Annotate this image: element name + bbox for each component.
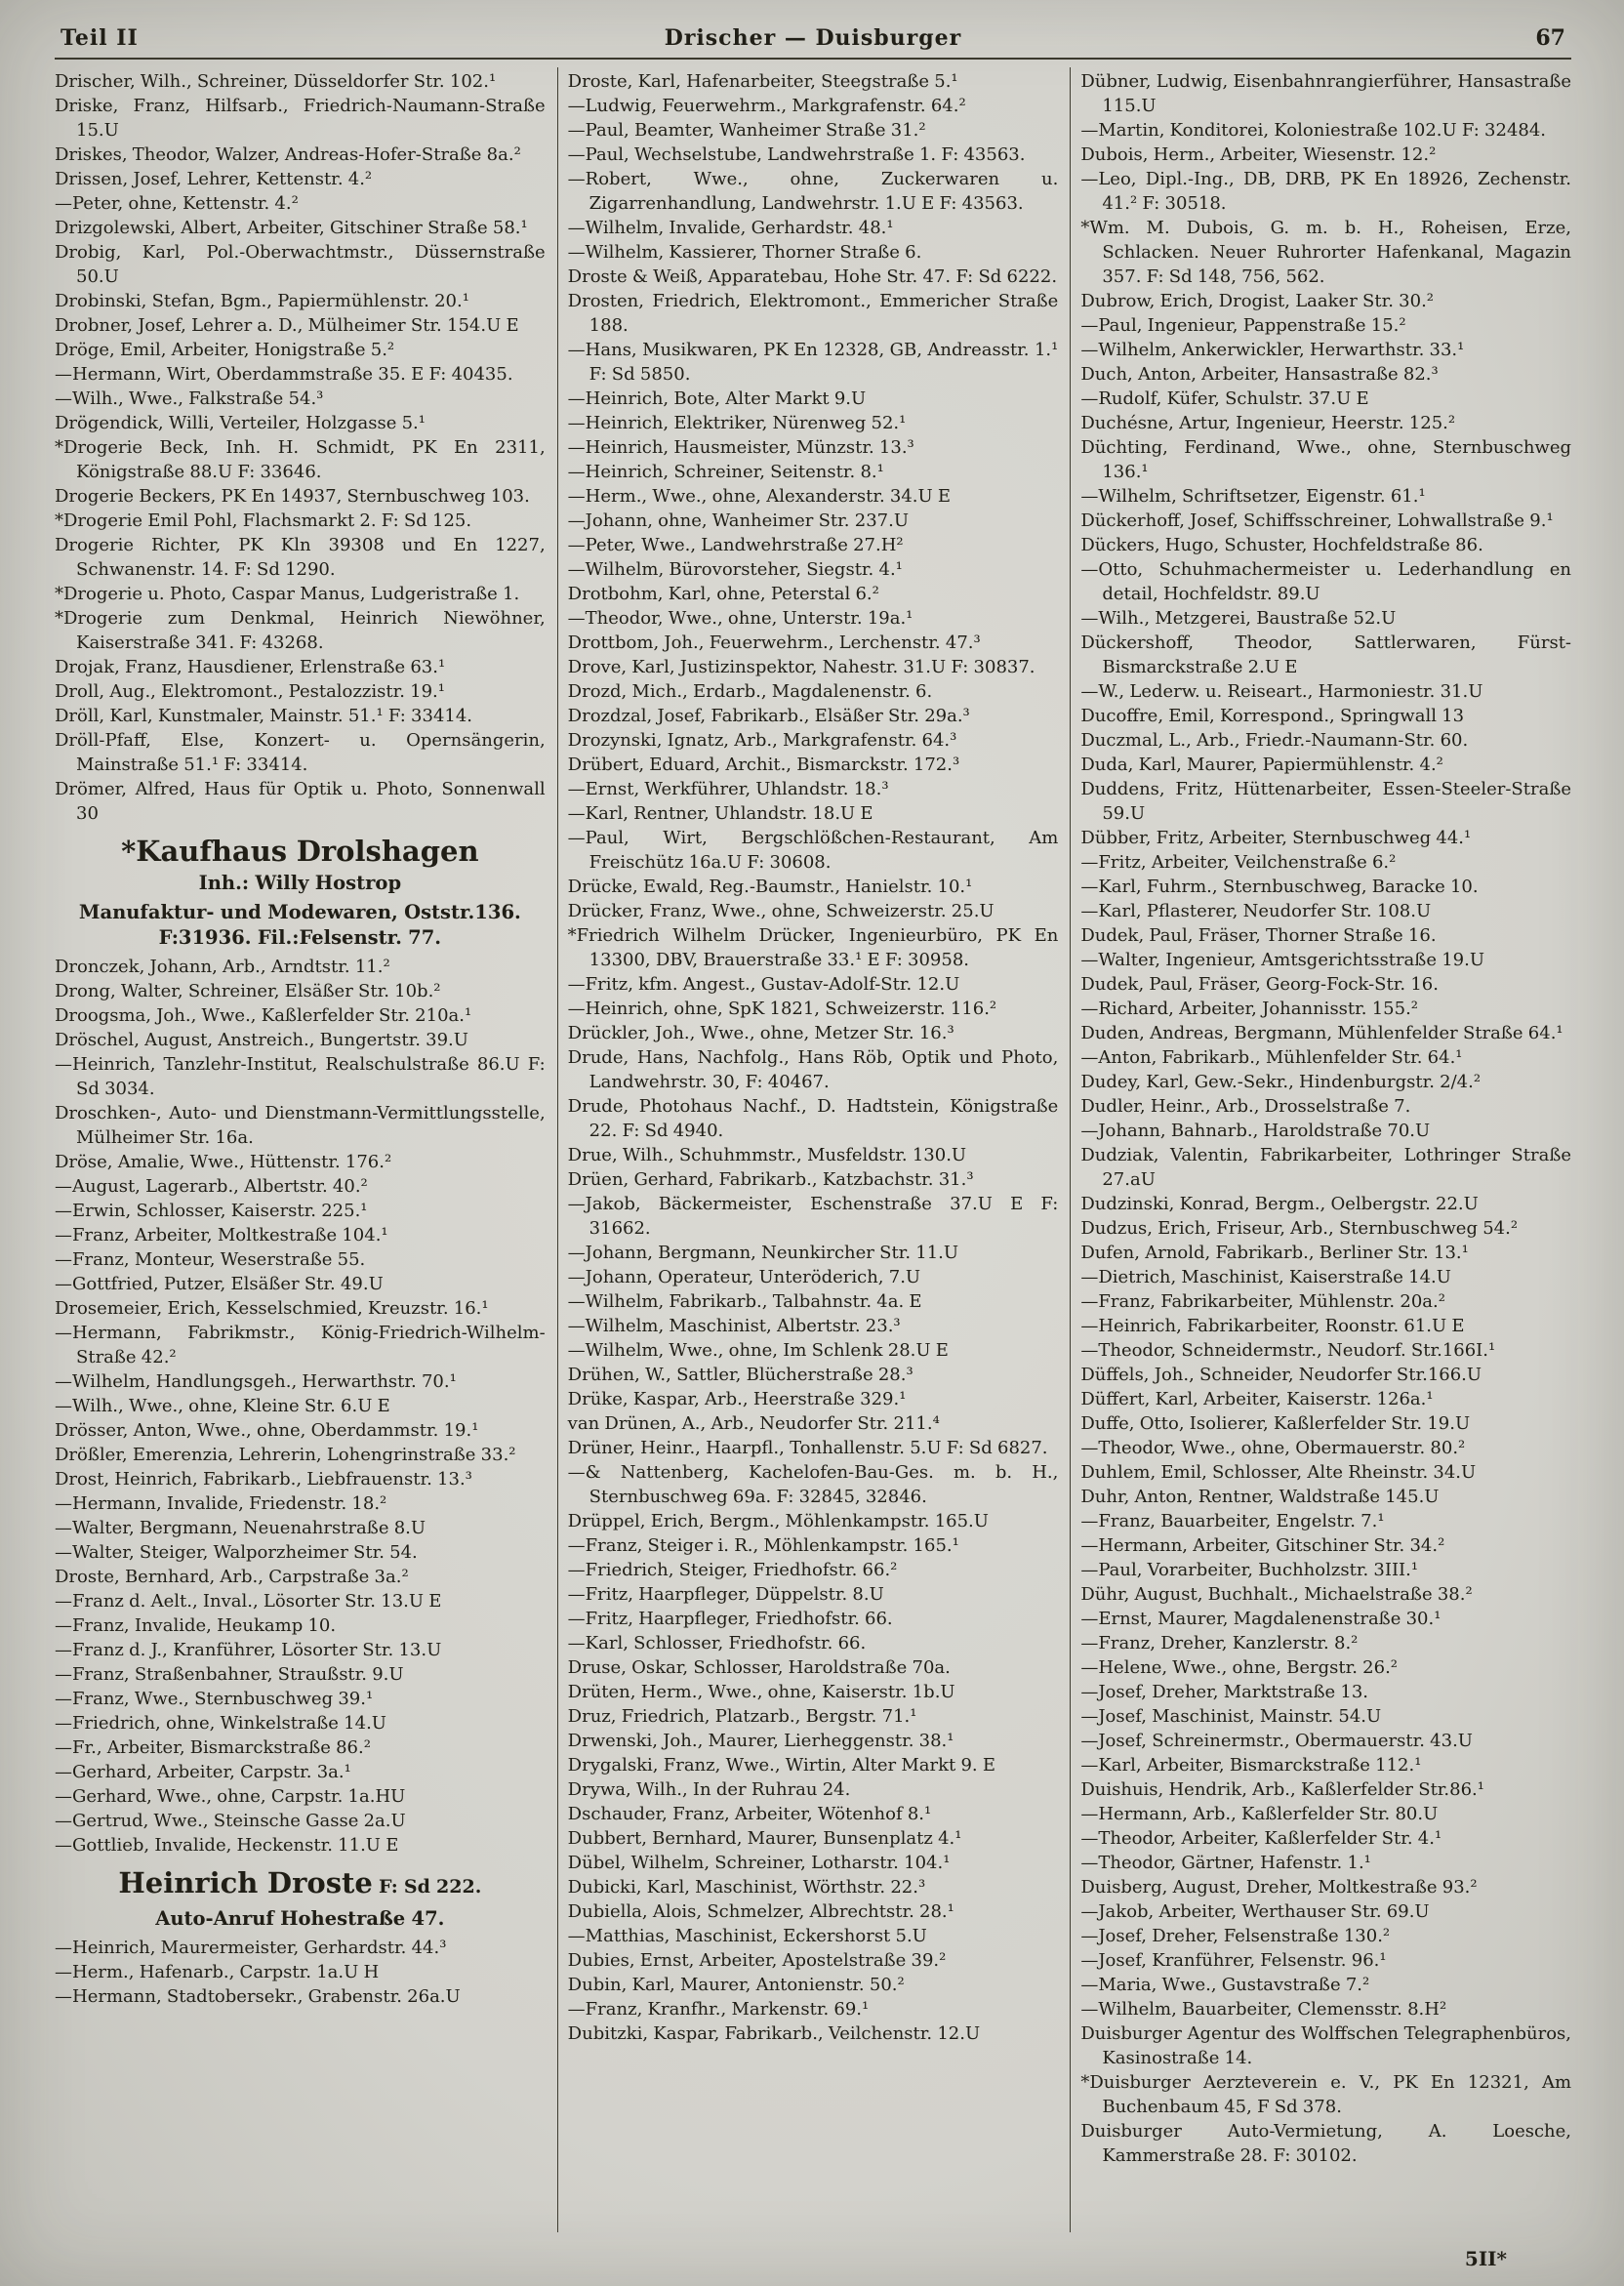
directory-entry: —Paul, Ingenieur, Pappenstraße 15.² (1080, 315, 1406, 336)
directory-entry: Düffert, Karl, Arbeiter, Kaiserstr. 126a.¹ (1080, 1389, 1434, 1409)
directory-entry: Dudler, Heinr., Arb., Drosselstraße 7. (1080, 1096, 1411, 1117)
directory-entry: —Leo, Dipl.-Ing., DB, DRB, PK En 18926, Zechenstr. 41.² F: 30518. (1080, 169, 1571, 214)
directory-entry: —Fritz, Haarpfleger, Düppelstr. 8.U (567, 1584, 884, 1605)
directory-entry: Dröll, Karl, Kunstmaler, Mainstr. 51.¹ F: 33414. (55, 706, 473, 726)
directory-entry: Drögendick, Willi, Verteiler, Holzgasse 5.¹ (55, 413, 426, 433)
directory-entry: Drottbom, Joh., Feuerwehrm., Lerchenstr. 47.³ (567, 633, 981, 653)
directory-entry: —Karl, Pflasterer, Neudorfer Str. 108.U (1080, 901, 1432, 921)
directory-entry: *Wm. M. Dubois, G. m. b. H., Roheisen, Erze, Schlacken. Neuer Ruhrorter Hafenkanal, Magazin 357. F: Sd 148, 756, 562. (1080, 218, 1571, 287)
directory-entry: Drobig, Karl, Pol.-Oberwachtmstr., Düssernstraße 50.U (55, 242, 546, 287)
directory-entry: —Walter, Ingenieur, Amtsgerichtsstraße 19.U (1080, 950, 1484, 970)
directory-entry: Dudzus, Erich, Friseur, Arb., Sternbuschweg 54.² (1080, 1218, 1519, 1239)
directory-entry: —Paul, Vorarbeiter, Buchholzstr. 3III.¹ (1080, 1560, 1419, 1580)
directory-entry: —Martin, Konditorei, Koloniestraße 102.U F: 32484. (1080, 120, 1547, 141)
directory-entry: —Karl, Schlosser, Friedhofstr. 66. (567, 1633, 867, 1653)
directory-entry: Dückers, Hugo, Schuster, Hochfeldstraße 86. (1080, 535, 1483, 555)
directory-entry: Dröge, Emil, Arbeiter, Honigstraße 5.² (55, 340, 395, 360)
directory-entry: —Ernst, Werkführer, Uhlandstr. 18.³ (567, 779, 889, 799)
directory-entry: —Anton, Fabrikarb., Mühlenfelder Str. 64.¹ (1080, 1047, 1463, 1068)
directory-entry: Drühen, W., Sattler, Blücherstraße 28.³ (567, 1365, 914, 1385)
directory-entry: —Johann, Operateur, Unteröderich, 7.U (567, 1267, 921, 1287)
directory-entry: Drywa, Wilh., In der Ruhrau 24. (567, 1779, 851, 1800)
directory-entry: Duchésne, Artur, Ingenieur, Heerstr. 125.² (1080, 413, 1456, 433)
directory-entry: —Maria, Wwe., Gustavstraße 7.² (1080, 1975, 1370, 1995)
directory-entry: —Josef, Dreher, Felsenstraße 130.² (1080, 1926, 1391, 1946)
directory-entry: —Franz, Invalide, Heukamp 10. (55, 1615, 337, 1636)
directory-entry: Dronczek, Johann, Arb., Arndtstr. 11.² (55, 957, 390, 977)
directory-entry: —Herm., Wwe., ohne, Alexanderstr. 34.U E (567, 486, 952, 507)
page-header (55, 21, 1571, 60)
directory-entry: —Gottfried, Putzer, Elsäßer Str. 49.U (55, 1274, 384, 1294)
advert-entry: Manufaktur- und Modewaren, Oststr.136. F:31936. Fil.:Felsenstr. 77. (78, 901, 521, 949)
directory-entry: Dubin, Karl, Maurer, Antonienstr. 50.² (567, 1975, 905, 1995)
directory-entry: —Franz d. Aelt., Inval., Lösorter Str. 13.U E (55, 1591, 442, 1612)
directory-entry: —Theodor, Wwe., ohne, Unterstr. 19a.¹ (567, 608, 914, 629)
directory-entry: —Josef, Schreinermstr., Obermauerstr. 43.U (1080, 1731, 1473, 1751)
directory-entry: van Drünen, A., Arb., Neudorfer Str. 211.⁴ (567, 1413, 940, 1434)
directory-entry: —Wilh., Wwe., Falkstraße 54.³ (55, 388, 324, 409)
directory-entry: —Josef, Maschinist, Mainstr. 54.U (1080, 1706, 1382, 1727)
directory-entry: Dudziak, Valentin, Fabrikarbeiter, Lothringer Straße 27.aU (1080, 1145, 1571, 1190)
column-3 (1070, 67, 1571, 2232)
directory-entry: Druz, Friedrich, Platzarb., Bergstr. 71.¹ (567, 1706, 917, 1727)
directory-entry: —Heinrich, Bote, Alter Markt 9.U (567, 388, 867, 409)
directory-entry: Drübert, Eduard, Archit., Bismarckstr. 172.³ (567, 755, 960, 775)
directory-entry: Drogerie Richter, PK Kln 39308 und En 1227, Schwanenstr. 14. F: Sd 1290. (55, 535, 546, 580)
directory-entry: Düffels, Joh., Schneider, Neudorfer Str.166.U (1080, 1365, 1482, 1385)
directory-entry: Dückerhoff, Josef, Schiffsschreiner, Lohwallstraße 9.¹ (1080, 510, 1554, 531)
directory-entry: —Herm., Hafenarb., Carpstr. 1a.U H (55, 1962, 380, 1982)
directory-entry: Drost, Heinrich, Fabrikarb., Liebfrauenstr. 13.³ (55, 1469, 472, 1490)
directory-entry: —Franz, Dreher, Kanzlerstr. 8.² (1080, 1633, 1359, 1653)
directory-entry: —Paul, Wechselstube, Landwehrstraße 1. F: 43563. (567, 144, 1026, 165)
directory-entry: Dübner, Ludwig, Eisenbahnrangierführer, Hansastraße 115.U (1080, 71, 1571, 116)
directory-entry: —Fr., Arbeiter, Bismarckstraße 86.² (55, 1737, 371, 1758)
directory-entry: —Helene, Wwe., ohne, Bergstr. 26.² (1080, 1657, 1399, 1678)
directory-entry: Dröschel, August, Anstreich., Bungertstr. 39.U (55, 1030, 468, 1050)
running-title: Drischer — Duisburger (664, 25, 962, 51)
advert-entry: *Kaufhaus Drolshagen (121, 835, 479, 868)
directory-entry: —Fritz, kfm. Angest., Gustav-Adolf-Str. 12.U (567, 974, 960, 995)
directory-entry: —Heinrich, ohne, SpK 1821, Schweizerstr. 116.² (567, 999, 997, 1019)
directory-entry: —Hans, Musikwaren, PK En 12328, GB, Andreasstr. 1.¹ F: Sd 5850. (567, 340, 1059, 385)
directory-entry: Duhlem, Emil, Schlosser, Alte Rheinstr. 34.U (1080, 1462, 1477, 1483)
directory-entry: Drogerie Beckers, PK En 14937, Sternbuschweg 103. (55, 486, 530, 507)
directory-entry: —Karl, Arbeiter, Bismarckstraße 112.¹ (1080, 1755, 1422, 1776)
directory-entry: Drosten, Friedrich, Elektromont., Emmericher Straße 188. (567, 291, 1059, 336)
directory-entry: —Hermann, Arbeiter, Gitschiner Str. 34.² (1080, 1535, 1445, 1556)
directory-entry: —Ernst, Maurer, Magdalenenstraße 30.¹ (1080, 1609, 1441, 1629)
directory-entry: Duczmal, L., Arb., Friedr.-Naumann-Str. 60. (1080, 730, 1469, 751)
directory-entry: Dudzinski, Konrad, Bergm., Oelbergstr. 22.U (1080, 1194, 1479, 1214)
directory-entry: —Heinrich, Tanzlehr-Institut, Realschulstraße 86.U F: Sd 3034. (55, 1054, 546, 1099)
directory-entry: Dubies, Ernst, Arbeiter, Apostelstraße 39.² (567, 1950, 947, 1971)
directory-entry: Dudey, Karl, Gew.-Sekr., Hindenburgstr. 2/4.² (1080, 1072, 1482, 1092)
directory-entry: —Gottlieb, Invalide, Heckenstr. 11.U E (55, 1835, 399, 1856)
directory-entry: —Wilh., Metzgerei, Baustraße 52.U (1080, 608, 1397, 629)
directory-entry: Driske, Franz, Hilfsarb., Friedrich-Naumann-Straße 15.U (55, 96, 546, 141)
directory-entry: Dudek, Paul, Fräser, Thorner Straße 16. (1080, 925, 1437, 946)
directory-entry: —Richard, Arbeiter, Johannisstr. 155.² (1080, 999, 1419, 1019)
directory-entry: Drüner, Heinr., Haarpfl., Tonhallenstr. 5.U F: Sd 6827. (567, 1438, 1048, 1458)
directory-entry: Drygalski, Franz, Wwe., Wirtin, Alter Markt 9. E (567, 1755, 996, 1776)
directory-entry: —Franz, Fabrikarbeiter, Mühlenstr. 20a.² (1080, 1291, 1445, 1312)
page-signature: 5II* (1464, 2247, 1507, 2270)
directory-entry: —Paul, Beamter, Wanheimer Straße 31.² (567, 120, 926, 141)
directory-entry: Duhr, Anton, Rentner, Waldstraße 145.U (1080, 1487, 1440, 1507)
directory-entry: *Friedrich Wilhelm Drücker, Ingenieurbüro, PK En 13300, DBV, Brauerstraße 33.¹ E F: 30958. (567, 925, 1059, 970)
directory-entry: —Wilhelm, Schriftsetzer, Eigenstr. 61.¹ (1080, 486, 1426, 507)
directory-entry: Drücke, Ewald, Reg.-Baumstr., Hanielstr. 10.¹ (567, 877, 973, 897)
directory-entry: —Theodor, Wwe., ohne, Obermauerstr. 80.² (1080, 1438, 1466, 1458)
column-2 (557, 67, 1071, 2232)
directory-entry: Drischer, Wilh., Schreiner, Düsseldorfer Str. 102.¹ (55, 71, 497, 92)
directory-entry: —Hermann, Arb., Kaßlerfelder Str. 80.U (1080, 1804, 1439, 1824)
directory-entry: —Wilhelm, Wwe., ohne, Im Schlenk 28.U E (567, 1340, 949, 1361)
directory-entry: *Drogerie zum Denkmal, Heinrich Niewöhner, Kaiserstraße 341. F: 43268. (55, 608, 546, 653)
directory-entry: Duisburger Agentur des Wolffschen Telegraphenbüros, Kasinostraße 14. (1080, 2023, 1571, 2068)
directory-entry: —Franz, Bauarbeiter, Engelstr. 7.¹ (1080, 1511, 1385, 1531)
directory-entry: —Fritz, Haarpfleger, Friedhofstr. 66. (567, 1609, 893, 1629)
directory-entry: Duch, Anton, Arbeiter, Hansastraße 82.³ (1080, 364, 1439, 385)
advert-phone: F: Sd 222. (372, 1876, 482, 1898)
directory-entry: —Wilhelm, Kassierer, Thorner Straße 6. (567, 242, 922, 263)
directory-entry: —Wilhelm, Handlungsgeh., Herwarthstr. 70.¹ (55, 1371, 457, 1392)
directory-entry: —Dietrich, Maschinist, Kaiserstraße 14.U (1080, 1267, 1451, 1287)
directory-entry: —Franz, Steiger i. R., Möhlenkampstr. 165.¹ (567, 1535, 959, 1556)
directory-entry: —Jakob, Bäckermeister, Eschenstraße 37.U E F: 31662. (567, 1194, 1059, 1239)
directory-entry: Duffe, Otto, Isolierer, Kaßlerfelder Str. 19.U (1080, 1413, 1471, 1434)
directory-entry: —Theodor, Arbeiter, Kaßlerfelder Str. 4.¹ (1080, 1828, 1442, 1849)
directory-entry: —Wilhelm, Bürovorsteher, Siegstr. 4.¹ (567, 559, 903, 580)
directory-entry: Dubitzki, Kaspar, Fabrikarb., Veilchenstr. 12.U (567, 2023, 981, 2044)
directory-entry: Dubicki, Karl, Maschinist, Wörthstr. 22.³ (567, 1877, 926, 1898)
directory-entry: —Friedrich, ohne, Winkelstraße 14.U (55, 1713, 386, 1734)
directory-entry: Drong, Walter, Schreiner, Elsäßer Str. 10b.² (55, 981, 441, 1001)
directory-entry: Drojak, Franz, Hausdiener, Erlenstraße 63.¹ (55, 657, 446, 677)
directory-entry: Duda, Karl, Maurer, Papiermühlenstr. 4.² (1080, 755, 1443, 775)
directory-entry: Dubbert, Bernhard, Maurer, Bunsenplatz 4.¹ (567, 1828, 962, 1849)
directory-entry: —Franz, Straßenbahner, Straußstr. 9.U (55, 1664, 404, 1685)
directory-entry: Drüke, Kaspar, Arb., Heerstraße 329.¹ (567, 1389, 907, 1409)
directory-entry: —Franz d. J., Kranführer, Lösorter Str. 13.U (55, 1640, 442, 1660)
directory-entry: Dubiella, Alois, Schmelzer, Albrechtstr. 28.¹ (567, 1901, 954, 1922)
directory-columns (55, 67, 1571, 2232)
directory-entry: —Gertrud, Wwe., Steinsche Gasse 2a.U (55, 1811, 406, 1831)
directory-entry: —Gerhard, Wwe., ohne, Carpstr. 1a.HU (55, 1786, 406, 1807)
directory-entry: —Heinrich, Hausmeister, Münzstr. 13.³ (567, 437, 914, 458)
directory-entry: Driskes, Theodor, Walzer, Andreas-Hofer-Straße 8a.² (55, 144, 521, 165)
column-1 (55, 67, 557, 2232)
directory-entry: —Hermann, Wirt, Oberdammstraße 35. E F: 40435. (55, 364, 513, 385)
directory-entry: —Heinrich, Elektriker, Nürenweg 52.¹ (567, 413, 907, 433)
directory-entry: Dübel, Wilhelm, Schreiner, Lotharstr. 104.¹ (567, 1853, 951, 1873)
directory-entry: —Walter, Bergmann, Neuenahrstraße 8.U (55, 1518, 426, 1538)
directory-entry: —Heinrich, Maurermeister, Gerhardstr. 44.³ (55, 1938, 447, 1958)
directory-entry: —Karl, Fuhrm., Sternbuschweg, Baracke 10. (1080, 877, 1479, 897)
directory-entry: Dühr, August, Buchhalt., Michaelstraße 38.² (1080, 1584, 1473, 1605)
directory-entry: —Ludwig, Feuerwehrm., Markgrafenstr. 64.² (567, 96, 966, 116)
directory-entry: —Wilhelm, Maschinist, Albertstr. 23.³ (567, 1316, 901, 1336)
directory-entry: Duisberg, August, Dreher, Moltkestraße 93.² (1080, 1877, 1478, 1898)
directory-entry: —Robert, Wwe., ohne, Zuckerwaren u. Zigarrenhandlung, Landwehrstr. 1.U E F: 43563. (567, 169, 1059, 214)
directory-entry: —Wilhelm, Bauarbeiter, Clemensstr. 8.H² (1080, 1999, 1447, 2020)
page-number: 67 (1535, 25, 1565, 51)
directory-entry: —Josef, Dreher, Marktstraße 13. (1080, 1682, 1368, 1702)
directory-entry: —Wilh., Wwe., ohne, Kleine Str. 6.U E (55, 1396, 390, 1416)
directory-entry: Droll, Aug., Elektromont., Pestalozzistr. 19.¹ (55, 681, 445, 702)
directory-entry: Dückershoff, Theodor, Sattlerwaren, Fürst-Bismarckstraße 2.U E (1080, 633, 1571, 677)
directory-entry: Dschauder, Franz, Arbeiter, Wötenhof 8.¹ (567, 1804, 932, 1824)
directory-entry: —Otto, Schuhmachermeister u. Lederhandlung en detail, Hochfeldstr. 89.U (1080, 559, 1571, 604)
directory-entry: —August, Lagerarb., Albertstr. 40.² (55, 1176, 368, 1197)
directory-entry: —Franz, Monteur, Weserstraße 55. (55, 1249, 366, 1270)
directory-entry: —Hermann, Invalide, Friedenstr. 18.² (55, 1493, 387, 1514)
directory-entry: Ducoffre, Emil, Korrespond., Springwall 13 (1080, 706, 1465, 726)
directory-entry: —Peter, Wwe., Landwehrstraße 27.H² (567, 535, 904, 555)
directory-entry: —Wilhelm, Ankerwickler, Herwarthstr. 33.¹ (1080, 340, 1465, 360)
directory-entry: Drotbohm, Karl, ohne, Peterstal 6.² (567, 584, 879, 604)
directory-entry: —Theodor, Schneidermstr., Neudorf. Str.166I.¹ (1080, 1340, 1496, 1361)
directory-entry: —Jakob, Arbeiter, Werthauser Str. 69.U (1080, 1901, 1430, 1922)
directory-entry: Drozd, Mich., Erdarb., Magdalenenstr. 6. (567, 681, 933, 702)
directory-entry: —Fritz, Arbeiter, Veilchenstraße 6.² (1080, 852, 1397, 873)
directory-entry: —& Nattenberg, Kachelofen-Bau-Ges. m. b. H., Sternbuschweg 69a. F: 32845, 32846. (567, 1462, 1059, 1507)
directory-entry: *Drogerie u. Photo, Caspar Manus, Ludgeristraße 1. (55, 584, 520, 604)
directory-entry: Drüten, Herm., Wwe., ohne, Kaiserstr. 1b.U (567, 1682, 955, 1702)
directory-entry: —Wilhelm, Invalide, Gerhardstr. 48.¹ (567, 218, 894, 238)
directory-entry: —Hermann, Stadtobersekr., Grabenstr. 26a.U (55, 1986, 461, 2007)
directory-entry: Drömer, Alfred, Haus für Optik u. Photo, Sonnenwall 30 (55, 779, 546, 824)
directory-entry: —Franz, Arbeiter, Moltkestraße 104.¹ (55, 1225, 388, 1245)
directory-entry: Drüen, Gerhard, Fabrikarb., Katzbachstr. 31.³ (567, 1169, 974, 1190)
directory-entry: Dröse, Amalie, Wwe., Hüttenstr. 176.² (55, 1152, 392, 1172)
advert-entry: Auto-Anruf Hohestraße 47. (155, 1907, 445, 1930)
directory-entry: Dübber, Fritz, Arbeiter, Sternbuschweg 44.¹ (1080, 828, 1472, 848)
directory-entry: Droste & Weiß, Apparatebau, Hohe Str. 47. F: Sd 6222. (567, 266, 1058, 287)
directory-entry: Drue, Wilh., Schuhmmstr., Musfeldstr. 130.U (567, 1145, 967, 1165)
directory-entry: Drückler, Joh., Wwe., ohne, Metzer Str. 16.³ (567, 1023, 954, 1043)
directory-entry: Drozynski, Ignatz, Arb., Markgrafenstr. 64.³ (567, 730, 957, 751)
directory-entry: —Johann, Bahnarb., Haroldstraße 70.U (1080, 1121, 1431, 1141)
directory-entry: Dröll-Pfaff, Else, Konzert- u. Opernsängerin, Mainstraße 51.¹ F: 33414. (55, 730, 546, 775)
directory-entry: Drücker, Franz, Wwe., ohne, Schweizerstr. 25.U (567, 901, 995, 921)
directory-entry: —Gerhard, Arbeiter, Carpstr. 3a.¹ (55, 1762, 351, 1782)
directory-entry: Dubrow, Erich, Drogist, Laaker Str. 30.² (1080, 291, 1435, 311)
directory-entry: —Wilhelm, Fabrikarb., Talbahnstr. 4a. E (567, 1291, 922, 1312)
directory-entry: —Josef, Kranführer, Felsenstr. 96.¹ (1080, 1950, 1387, 1971)
directory-entry: —Franz, Wwe., Sternbuschweg 39.¹ (55, 1689, 374, 1709)
directory-entry: *Drogerie Beck, Inh. H. Schmidt, PK En 2311, Königstraße 88.U F: 33646. (55, 437, 546, 482)
directory-entry: *Drogerie Emil Pohl, Flachsmarkt 2. F: Sd 125. (55, 510, 472, 531)
directory-entry: Drozdzal, Josef, Fabrikarb., Elsäßer Str. 29a.³ (567, 706, 970, 726)
directory-entry: Drizgolewski, Albert, Arbeiter, Gitschiner Straße 58.¹ (55, 218, 528, 238)
directory-entry: —Karl, Rentner, Uhlandstr. 18.U E (567, 803, 873, 824)
directory-entry: —Paul, Wirt, Bergschlößchen-Restaurant, Am Freischütz 16a.U F: 30608. (567, 828, 1059, 873)
section-label: Teil II (61, 25, 139, 51)
directory-entry: Drude, Photohaus Nachf., D. Hadtstein, Königstraße 22. F: Sd 4940. (567, 1096, 1059, 1141)
directory-entry: Duisburger Auto-Vermietung, A. Loesche, Kammerstraße 28. F: 30102. (1080, 2121, 1571, 2166)
directory-entry: Drobner, Josef, Lehrer a. D., Mülheimer Str. 154.U E (55, 315, 519, 336)
directory-entry: Drösser, Anton, Wwe., ohne, Oberdammstr. 19.¹ (55, 1420, 479, 1441)
directory-entry: —Heinrich, Fabrikarbeiter, Roonstr. 61.U E (1080, 1316, 1465, 1336)
directory-entry: Dubois, Herm., Arbeiter, Wiesenstr. 12.² (1080, 144, 1437, 165)
directory-entry: Droogsma, Joh., Wwe., Kaßlerfelder Str. 210a.¹ (55, 1005, 472, 1026)
directory-entry: —Friedrich, Steiger, Friedhofstr. 66.² (567, 1560, 898, 1580)
directory-entry: —Peter, ohne, Kettenstr. 4.² (55, 193, 299, 214)
directory-entry: Duishuis, Hendrik, Arb., Kaßlerfelder Str.86.¹ (1080, 1779, 1484, 1800)
directory-entry: —Walter, Steiger, Walporzheimer Str. 54. (55, 1542, 418, 1563)
directory-entry: Duden, Andreas, Bergmann, Mühlenfelder Straße 64.¹ (1080, 1023, 1563, 1043)
directory-entry: Düchting, Ferdinand, Wwe., ohne, Sternbuschweg 136.¹ (1080, 437, 1571, 482)
advert-entry: Heinrich Droste F: Sd 222. (118, 1866, 482, 1899)
directory-entry: Droste, Bernhard, Arb., Carpstraße 3a.² (55, 1567, 409, 1587)
directory-entry: Drissen, Josef, Lehrer, Kettenstr. 4.² (55, 169, 373, 189)
directory-entry: —Theodor, Gärtner, Hafenstr. 1.¹ (1080, 1853, 1371, 1873)
directory-entry: Drüppel, Erich, Bergm., Möhlenkampstr. 165.U (567, 1511, 989, 1531)
directory-entry: Dufen, Arnold, Fabrikarb., Berliner Str. 13.¹ (1080, 1243, 1469, 1263)
directory-entry: —Erwin, Schlosser, Kaiserstr. 225.¹ (55, 1201, 368, 1221)
directory-entry: —Johann, Bergmann, Neunkircher Str. 11.U (567, 1243, 959, 1263)
directory-entry: *Duisburger Aerzteverein e. V., PK En 12321, Am Buchenbaum 45, F Sd 378. (1080, 2072, 1571, 2117)
advert-entry: Inh.: Willy Hostrop (198, 872, 402, 894)
directory-entry: —Johann, ohne, Wanheimer Str. 237.U (567, 510, 909, 531)
directory-entry: Drößler, Emerenzia, Lehrerin, Lohengrinstraße 33.² (55, 1445, 516, 1465)
directory-entry: Duddens, Fritz, Hüttenarbeiter, Essen-Steeler-Straße 59.U (1080, 779, 1571, 824)
directory-entry: —Matthias, Maschinist, Eckershorst 5.U (567, 1926, 927, 1946)
directory-entry: Droschken-, Auto- und Dienstmann-Vermittlungsstelle, Mülheimer Str. 16a. (55, 1103, 546, 1148)
directory-entry: Dudek, Paul, Fräser, Georg-Fock-Str. 16. (1080, 974, 1439, 995)
directory-entry: —Heinrich, Schreiner, Seitenstr. 8.¹ (567, 462, 884, 482)
directory-entry: Drobinski, Stefan, Bgm., Papiermühlenstr. 20.¹ (55, 291, 469, 311)
directory-entry: Drwenski, Joh., Maurer, Lierheggenstr. 38.¹ (567, 1731, 954, 1751)
directory-entry: —Hermann, Fabrikmstr., König-Friedrich-Wilhelm-Straße 42.² (55, 1323, 546, 1368)
directory-entry: Drosemeier, Erich, Kesselschmied, Kreuzstr. 16.¹ (55, 1298, 489, 1319)
directory-entry: Drove, Karl, Justizinspektor, Nahestr. 31.U F: 30837. (567, 657, 1035, 677)
directory-entry: Droste, Karl, Hafenarbeiter, Steegstraße 5.¹ (567, 71, 958, 92)
directory-entry: —Franz, Kranfhr., Markenstr. 69.¹ (567, 1999, 870, 2020)
directory-entry: —W., Lederw. u. Reiseart., Harmoniestr. 31.U (1080, 681, 1483, 702)
directory-entry: Drude, Hans, Nachfolg., Hans Röb, Optik und Photo, Landwehrstr. 30, F: 40467. (567, 1047, 1059, 1092)
directory-entry: Druse, Oskar, Schlosser, Haroldstraße 70a. (567, 1657, 951, 1678)
directory-entry: —Rudolf, Küfer, Schulstr. 37.U E (1080, 388, 1369, 409)
